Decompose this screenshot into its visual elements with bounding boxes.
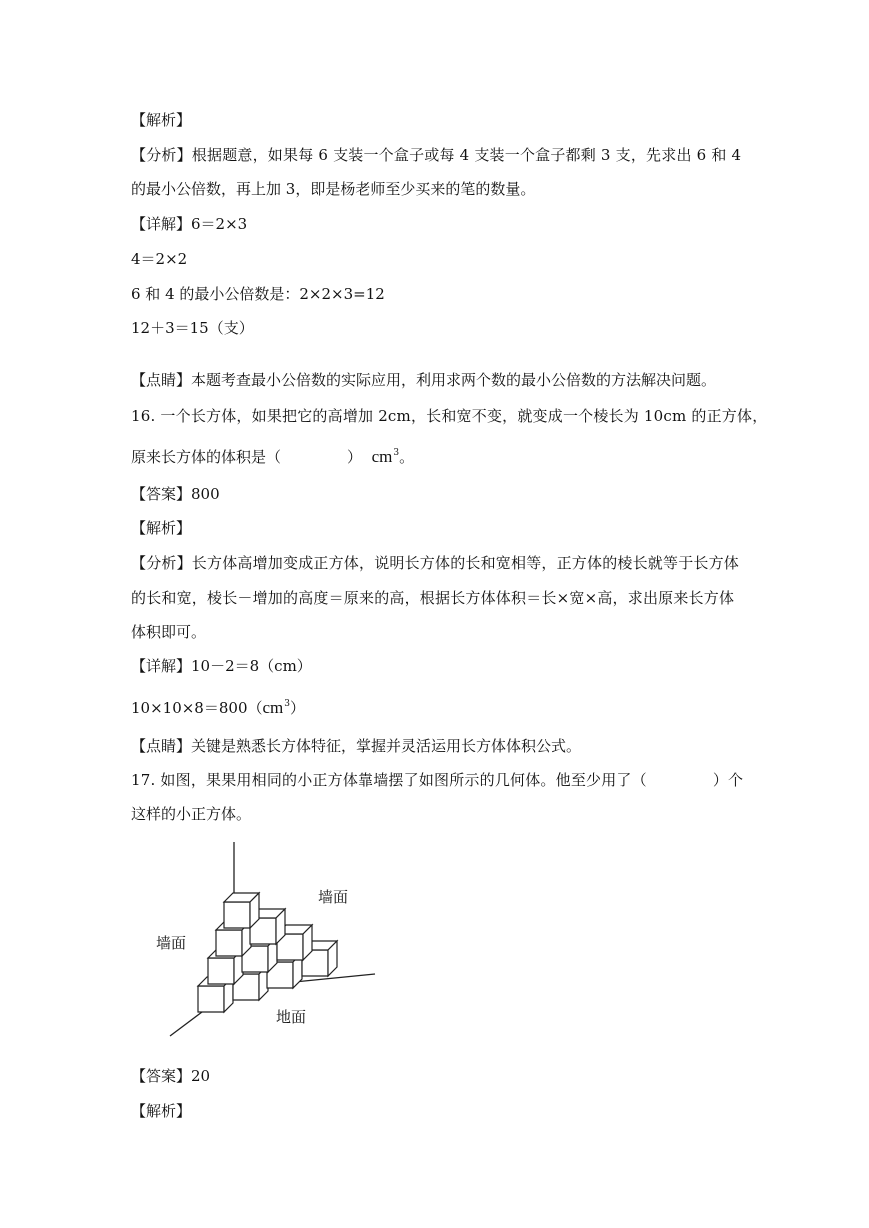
solution-step: 4＝2×2 xyxy=(131,250,188,268)
section-heading: 【解析】 xyxy=(131,1102,192,1120)
question-17-text xyxy=(131,770,743,790)
answer-text: 【答案】800 xyxy=(131,485,220,503)
analysis-text: 的最小公倍数，再上加 3，即是杨老师至少买来的笔的数量。 xyxy=(131,180,536,198)
cube-front-face xyxy=(224,902,250,928)
solution-step: 12＋3＝15（支） xyxy=(131,319,254,337)
floor-label: 地面 xyxy=(276,1008,307,1026)
wall-label-right: 墙面 xyxy=(318,888,349,906)
cube-front-face xyxy=(208,958,234,984)
cube-front-face xyxy=(216,930,242,956)
solution-step xyxy=(131,694,305,718)
comment-text: 【点睛】本题考查最小公倍数的实际应用，利用求两个数的最小公倍数的方法解决问题。 xyxy=(131,371,717,389)
question-16-text xyxy=(131,443,414,467)
question-17-prefix: 17. 如图，果果用相同的小正方体靠墙摆了如图所示的几何体。他至少用了（ xyxy=(131,771,647,789)
unit-cm: cm xyxy=(262,698,284,717)
cube-stack-figure xyxy=(150,838,390,1043)
answer-text: 【答案】20 xyxy=(131,1067,211,1085)
solution-step: 【详解】10－2＝8（cm） xyxy=(131,657,312,675)
unit-exponent: 3 xyxy=(393,448,400,458)
solution-step: 6 和 4 的最小公倍数是：2×2×3=12 xyxy=(131,285,385,303)
cube-group xyxy=(198,893,337,1012)
paren-close: ） xyxy=(347,448,363,466)
solution-step: 【详解】6＝2×3 xyxy=(131,215,248,233)
analysis-text: 体积即可。 xyxy=(131,623,207,641)
question-17-suffix: ）个 xyxy=(712,771,744,789)
cube-front-face xyxy=(198,986,224,1012)
question-16-prefix: 原来长方体的体积是（ xyxy=(131,448,282,466)
comment-text: 【点睛】关键是熟悉长方体特征，掌握并灵活运用长方体体积公式。 xyxy=(131,737,582,755)
unit-exponent: 3 xyxy=(284,699,291,709)
question-16-text: 16. 一个长方体，如果把它的高增加 2cm，长和宽不变，就变成一个棱长为 10cm 的正方体， xyxy=(131,407,768,425)
wall-label-left: 墙面 xyxy=(156,934,187,952)
question-17-text: 这样的小正方体。 xyxy=(131,805,252,823)
solution-prefix: 10×10×8＝800（ xyxy=(131,699,263,717)
unit-cm: cm xyxy=(371,447,393,466)
analysis-text: 的长和宽，棱长－增加的高度＝原来的高，根据长方体体积＝长×宽×高，求出原来长方体 xyxy=(131,589,735,607)
analysis-text: 【分析】长方体高增加变成正方体，说明长方体的长和宽相等，正方体的棱长就等于长方体 xyxy=(131,554,740,572)
paren-close: ） xyxy=(290,699,306,717)
section-heading: 【解析】 xyxy=(131,111,192,129)
section-heading: 【解析】 xyxy=(131,519,192,537)
period: 。 xyxy=(399,448,415,466)
analysis-text: 【分析】根据题意，如果每 6 支装一个盒子或每 4 支装一个盒子都剩 3 支，先求出 6 和 4 xyxy=(131,146,742,164)
